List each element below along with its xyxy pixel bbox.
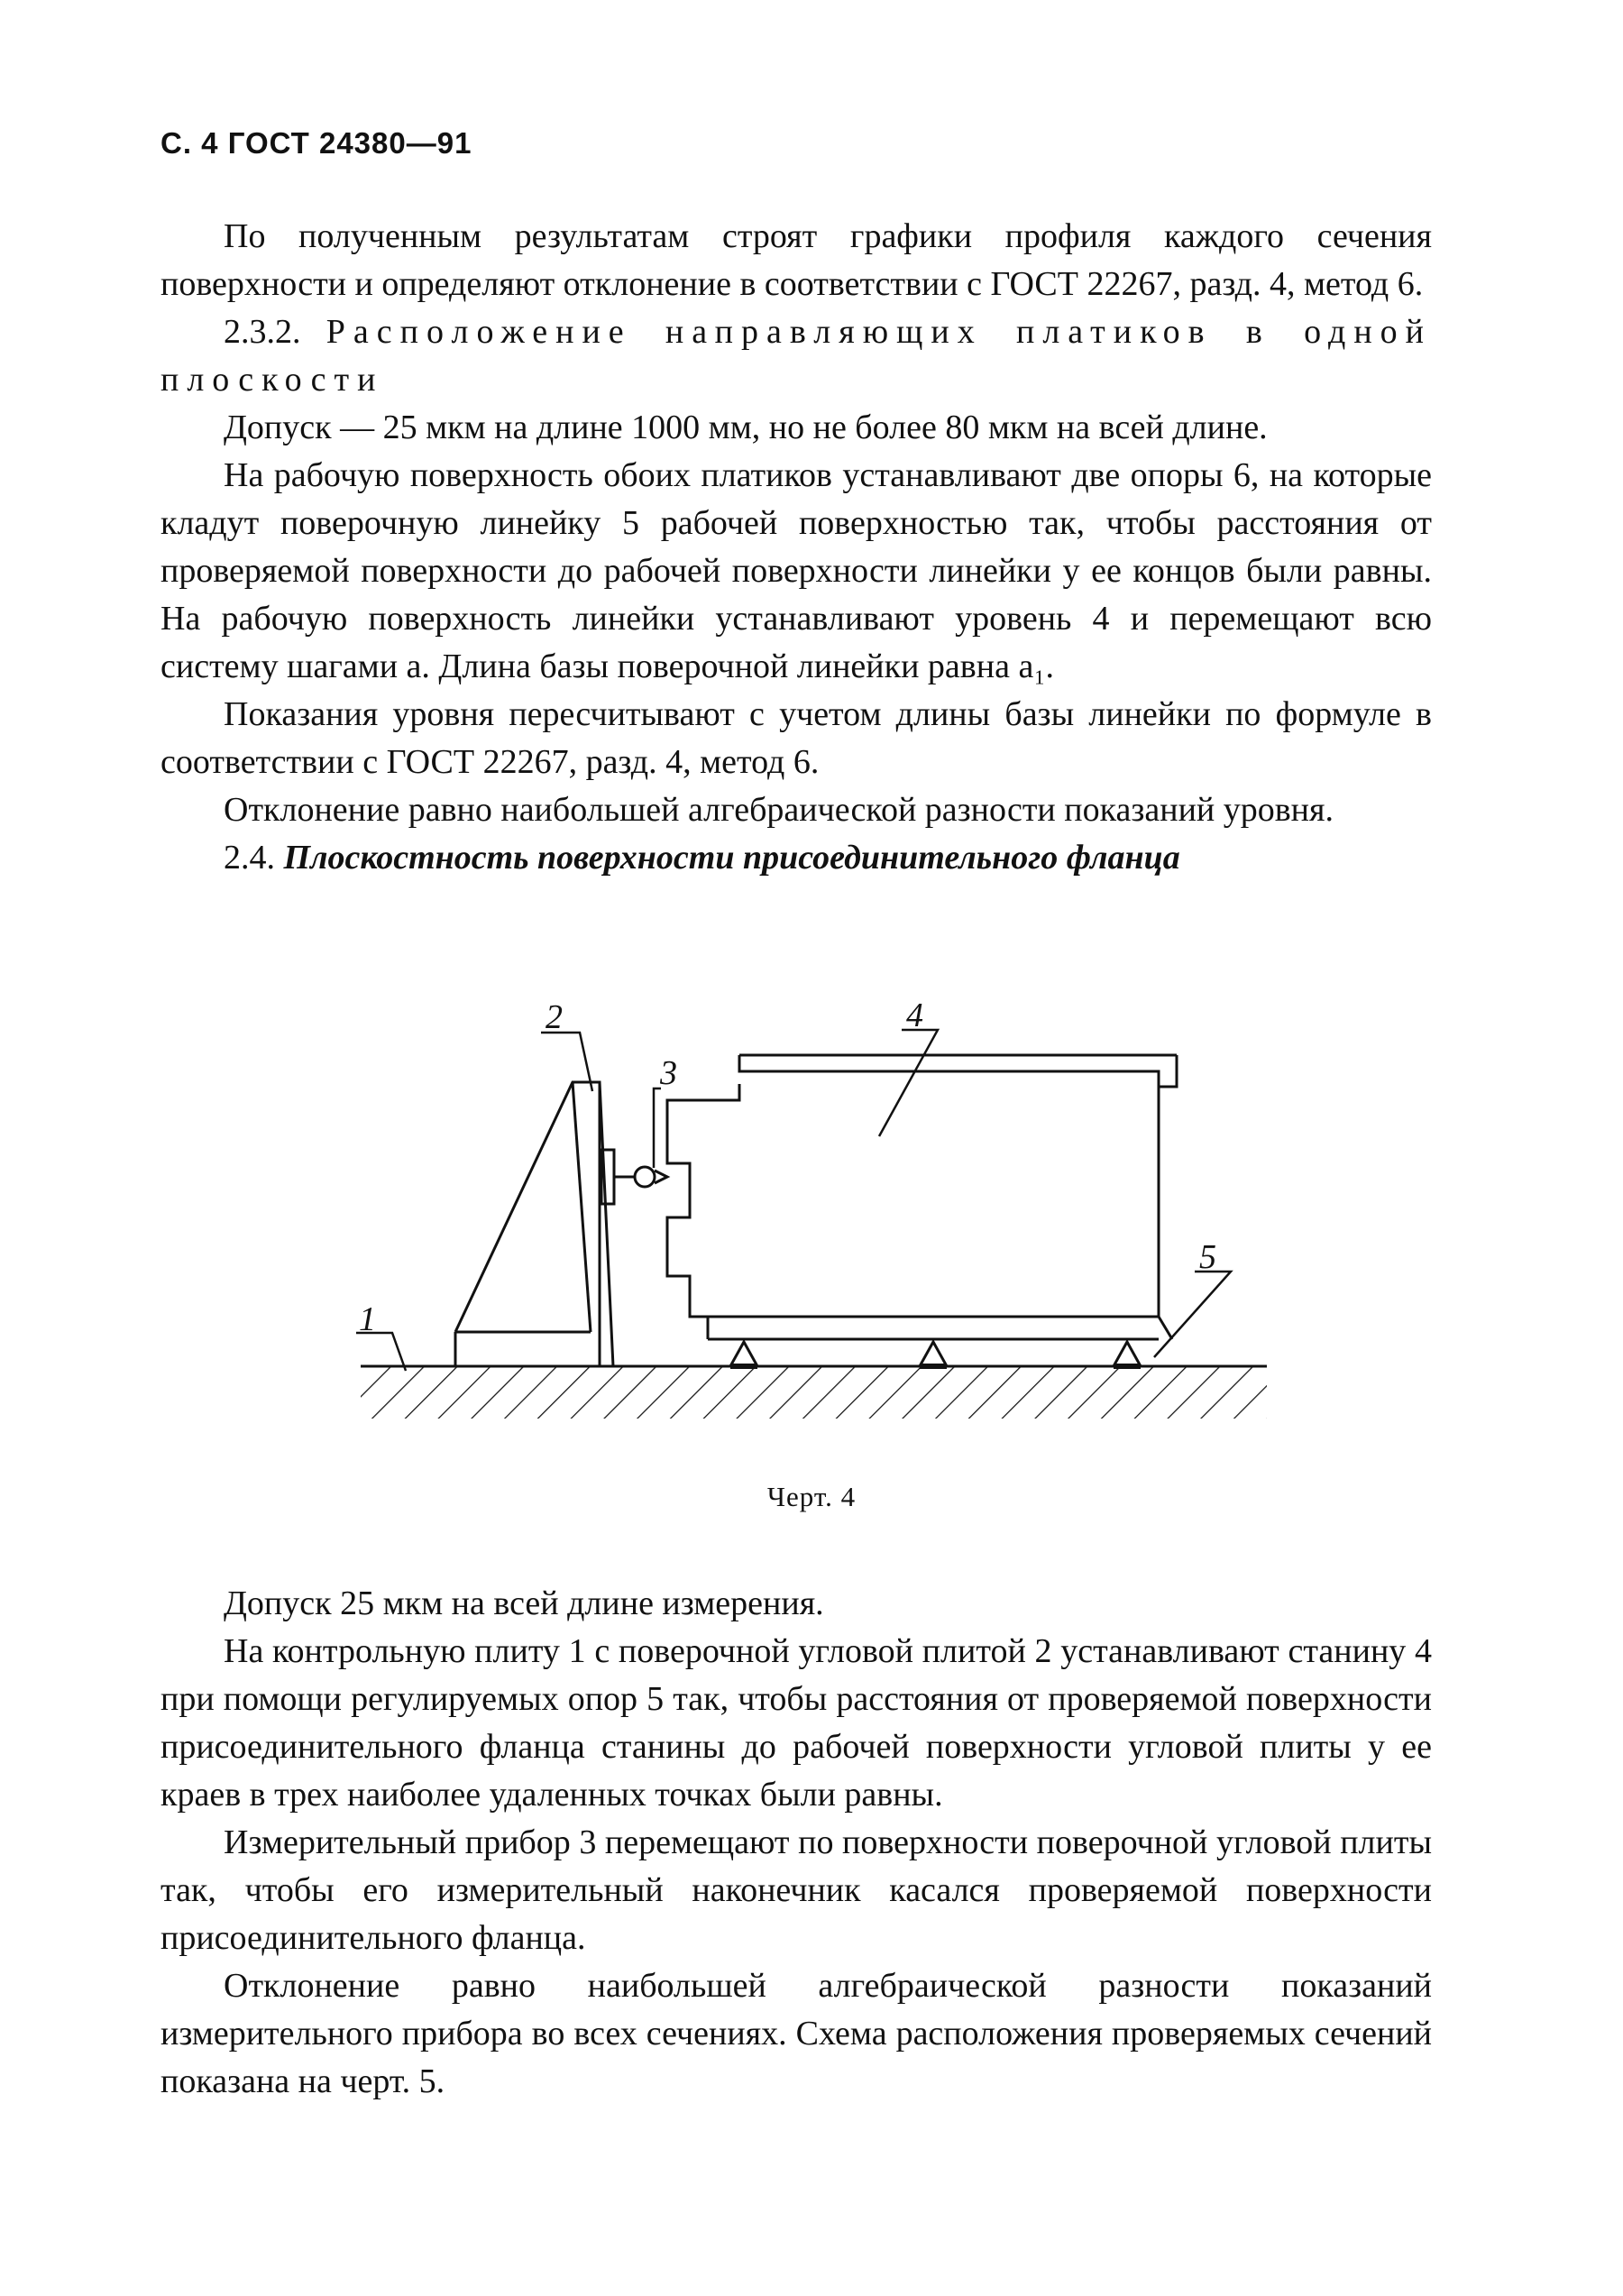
paragraph-deviation: Отклонение равно наибольшей алгебраической разности показаний уровня. <box>224 791 1334 829</box>
top-text-section <box>160 213 1432 882</box>
paragraph-procedure: На рабочую поверхность обоих платиков устанавливают две опоры 6, на которые кладут поверочную линейку 5 рабочей поверхностью так, чтобы расстояния от проверяемой поверхности до рабочей поверхности линейки у ее концов были равны. На рабочую поверхность линейки устанавливают уровень 4 и перемещают всю систему шагами a. Длина базы поверочной линейки равна a₁. <box>160 456 1432 685</box>
adjustable-supports <box>730 1342 1141 1366</box>
paragraph-measurement: Измерительный прибор 3 перемещают по поверхности поверочной угловой плиты так, чтобы его измерительный наконечник касался проверяемой поверхности присоединительного фланца. <box>160 1823 1432 1957</box>
label-2: 2 <box>546 998 563 1036</box>
paragraph-recalculation: Показания уровня пересчитывают с учетом длины базы линейки по формуле в соответствии с ГОСТ 22267, разд. 4, метод 6. <box>160 695 1432 781</box>
paragraph-tolerance: Допуск — 25 мкм на длине 1000 мм, но не более 80 мкм на всей длине. <box>224 409 1268 446</box>
page-header: С. 4 ГОСТ 24380—91 <box>160 126 472 160</box>
paragraph-deviation-2: Отклонение равно наибольшей алгебраической разности показаний измерительного прибора во всех сечениях. Схема расположения проверяемых сечений показана на черт. 5. <box>160 1967 1432 2100</box>
paragraph-setup: На контрольную плиту 1 с поверочной угловой плитой 2 устанавливают станину 4 при помощи регулируемых опор 5 так, чтобы расстояния от проверяемой поверхности присоединительного фланца станины до рабочей поверхности угловой плиты у ее краев в трех наиболее удаленных точках были равны. <box>160 1632 1432 1814</box>
paragraph-results: По полученным результатам строят графики профиля каждого сечения поверхности и определяют отклонение в соответствии с ГОСТ 22267, разд. 4, метод 6. <box>160 217 1432 303</box>
machine-bed <box>667 1055 1177 1339</box>
bottom-text-section <box>160 1580 1432 2106</box>
section-2-3-2-heading <box>160 308 1432 404</box>
section-title: Плоскостность поверхности присоединительного фланца <box>283 839 1180 877</box>
label-1: 1 <box>359 1300 376 1338</box>
angle-plate <box>455 1082 613 1366</box>
paragraph-tolerance-2: Допуск 25 мкм на всей длине измерения. <box>224 1584 824 1622</box>
label-5: 5 <box>1199 1238 1216 1276</box>
figure-4-diagram <box>343 983 1289 1452</box>
label-3: 3 <box>660 1054 677 1092</box>
measuring-instrument <box>601 1150 667 1204</box>
figure-caption: Черт. 4 <box>766 1481 857 1512</box>
section-number: 2.4. <box>224 839 275 877</box>
label-4: 4 <box>906 996 923 1034</box>
section-2-4-heading <box>160 834 1432 882</box>
section-title: Расположение направляющих платиков в одной плоскости <box>160 313 1432 399</box>
control-plate <box>361 1366 1267 1419</box>
leader-lines <box>356 1030 1231 1371</box>
section-number: 2.3.2. <box>224 313 301 351</box>
